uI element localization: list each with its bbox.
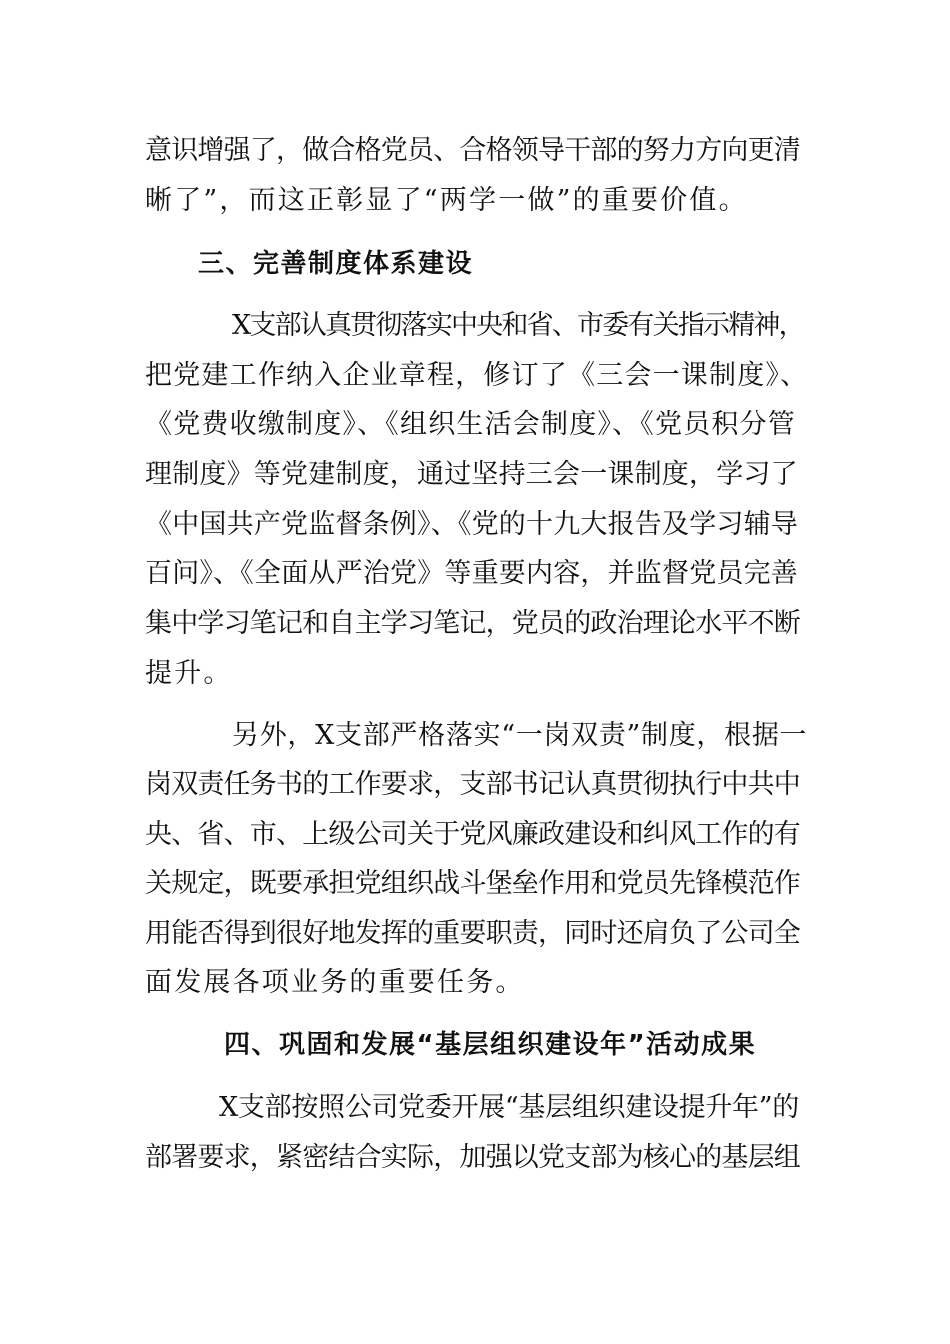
text-line: 晰了”，而这正彰显了“两学一做”的重要价值。 [145, 185, 748, 216]
paragraph-line: 用能否得到很好地发挥的重要职责，同时还肩负了公司全 [145, 918, 800, 949]
paragraph-line: 另外，X支部严格落实“一岗双责”制度，根据一 [232, 720, 808, 751]
paragraph-line: 关规定，既要承担党组织战斗堡垒作用和党员先锋模范作 [145, 868, 800, 899]
paragraph-line: 《中国共产党监督条例》、《党的十九大报告及学习辅导 [145, 509, 798, 540]
paragraph-line: 把党建工作纳入企业章程，修订了《三会一课制度》、 [145, 360, 809, 391]
text-line: 意识增强了，做合格党员、合格领导干部的努力方向更清 [145, 135, 800, 166]
section-heading-3: 三、完善制度体系建设 [198, 249, 474, 279]
paragraph-line: X支部按照公司党委开展“基层组织建设提升年”的 [219, 1092, 799, 1123]
paragraph-line: 《党费收缴制度》、《组织生活会制度》、《党员积分管 [145, 409, 796, 440]
paragraph-line: 理制度》等党建制度，通过坚持三会一课制度，学习了 [145, 459, 798, 490]
paragraph-line: X支部认真贯彻落实中央和省、市委有关指示精神， [232, 310, 804, 341]
paragraph-line: 百问》、《全面从严治党》等重要内容，并监督党员完善 [145, 558, 798, 589]
paragraph-line: 面发展各项业务的重要任务。 [145, 967, 525, 998]
section-heading-4: 四、巩固和发展“基层组织建设年”活动成果 [224, 1030, 757, 1060]
paragraph-line: 岗双责任务书的工作要求，支部书记认真贯彻执行中共中 [145, 769, 800, 800]
paragraph-line: 央、省、市、上级公司关于党风廉政建设和纠风工作的有 [145, 819, 800, 850]
paragraph-line: 部署要求，紧密结合实际，加强以党支部为核心的基层组 [145, 1142, 800, 1173]
paragraph-line: 提升。 [145, 658, 233, 689]
paragraph-line: 集中学习笔记和自主学习笔记，党员的政治理论水平不断 [145, 608, 800, 639]
